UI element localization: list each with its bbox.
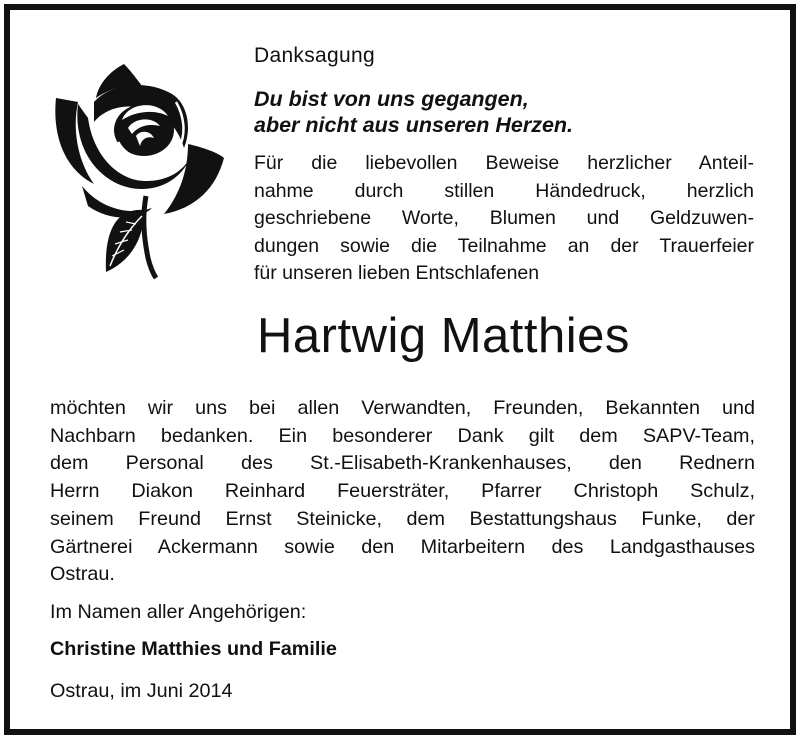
intro-line: Für die liebevollen Beweise herzlicher Anteil- [254, 152, 754, 174]
intro-line: für unseren lieben Entschlafenen [254, 262, 540, 284]
thanks-line: dem Personal des St.-Elisabeth-Krankenhauses, den Rednern [50, 452, 755, 475]
intro-line: dungen sowie die Teilnahme an der Trauerfeier [254, 234, 754, 257]
intro-text [254, 150, 754, 288]
thanks-line: Ostrau. [50, 563, 115, 586]
thanks-line: Gärtnerei Ackermann sowie den Mitarbeitern des Landgasthauses [50, 535, 755, 558]
notice-heading: Danksagung [254, 44, 375, 67]
motto [254, 86, 573, 138]
motto-line: aber nicht aus unseren Herzen. [254, 113, 574, 137]
thanks-line: Herrn Diakon Reinhard Feuersträter, Pfarrer Christoph Schulz, [50, 480, 755, 503]
signature-name: Christine Matthies und Familie [50, 638, 337, 660]
deceased-name: Hartwig Matthies [257, 309, 630, 363]
thanks-line: seinem Freund Ernst Steinicke, dem Bestattungshaus Funke, der [50, 507, 755, 530]
place-date: Ostrau, im Juni 2014 [50, 680, 233, 702]
thanks-line: Nachbarn bedanken. Ein besonderer Dank gilt dem SAPV-Team, [50, 424, 755, 447]
rose-icon [48, 58, 228, 280]
thanks-text [50, 395, 755, 589]
intro-line: geschriebene Worte, Blumen und Geldzuwen- [254, 207, 754, 229]
signature-intro: Im Namen aller Angehörigen: [50, 601, 307, 623]
thanks-line: möchten wir uns bei allen Verwandten, Freunden, Bekannten und [50, 397, 755, 419]
intro-line: nahme durch stillen Händedruck, herzlich [254, 179, 754, 202]
motto-line: Du bist von uns gegangen, [254, 87, 529, 111]
